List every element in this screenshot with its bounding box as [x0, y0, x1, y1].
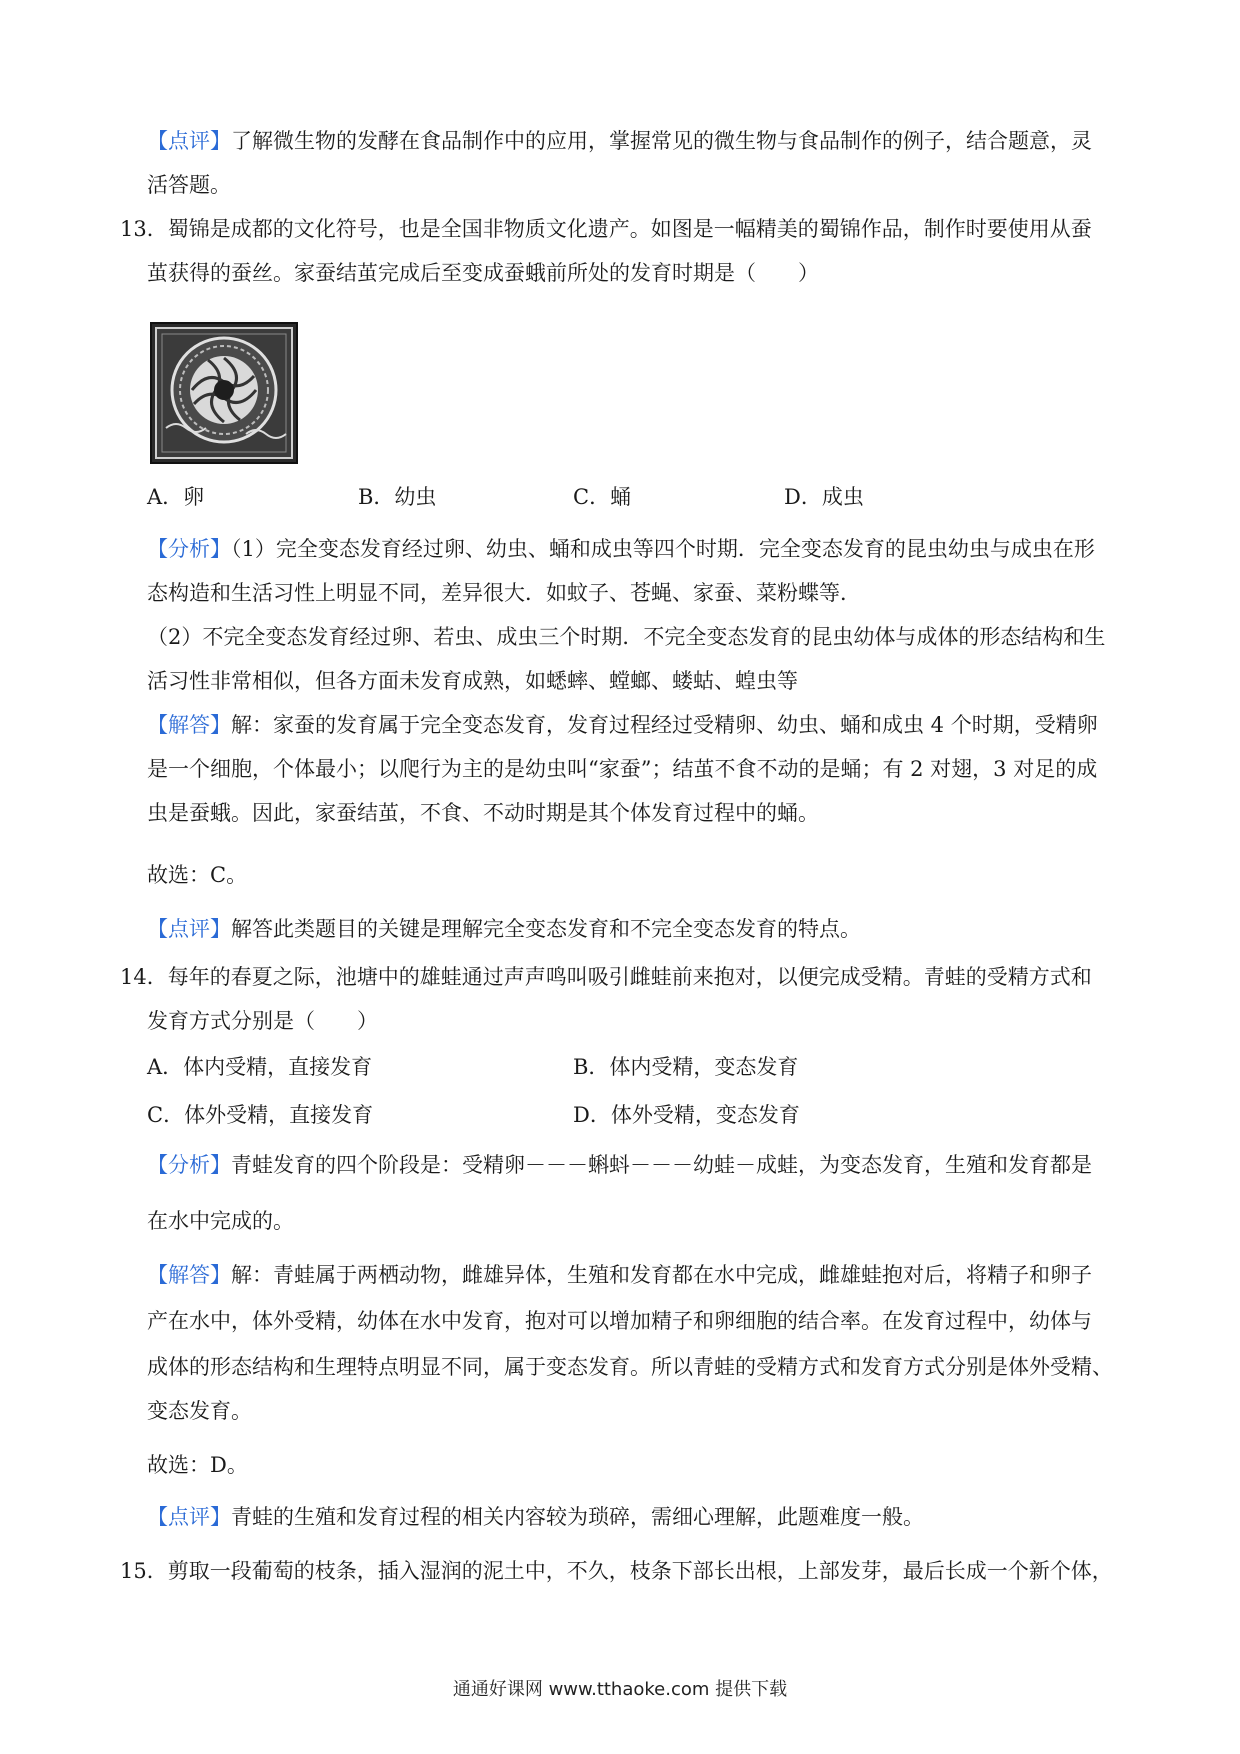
analysis-text: 青蛙发育的四个阶段是：受精卵－－－蝌蚪－－－幼蛙－成蛙，为变态发育，生殖和发育都是	[231, 1153, 1092, 1177]
q13-answer-3: 虫是蚕蛾。因此，家蚕结茧，不食、不动时期是其个体发育过程中的蛹。	[147, 801, 819, 825]
q13-comment	[147, 914, 1137, 944]
analysis-text: （1）完全变态发育经过卵、幼虫、蛹和成虫等四个时期．完全变态发育的昆虫幼虫与成虫在形	[231, 537, 1095, 561]
q14-option-b: B．体内受精，变态发育	[573, 1055, 799, 1079]
q14-choice: 故选：D。	[147, 1453, 248, 1477]
q13-option-b: B．幼虫	[358, 485, 437, 509]
comment-tag: 【点评】	[147, 1505, 231, 1529]
q13-analysis-4: 活习性非常相似，但各方面未发育成熟，如蟋蟀、螳螂、蝼蛄、蝗虫等	[147, 669, 798, 693]
comment-text: 了解微生物的发酵在食品制作中的应用，掌握常见的微生物与食品制作的例子，结合题意，灵	[231, 129, 1092, 153]
analysis-tag: 【分析】	[147, 537, 231, 561]
q13-option-d: D．成虫	[784, 485, 864, 509]
comment-line-2: 活答题。	[147, 173, 231, 197]
q13-answer-2: 是一个细胞，个体最小；以爬行为主的是幼虫叫“家蚕”；结茧不食不动的是蛹；有 2 对翅，3 对足的成	[147, 757, 1098, 781]
q13-option-a: A．卵	[147, 485, 205, 509]
q13-stem-1: 13．蜀锦是成都的文化符号，也是全国非物质文化遗产。如图是一幅精美的蜀锦作品，制作时要使用从蚕	[120, 217, 1092, 241]
page-footer: 通通好课网 www.tthaoke.com 提供下载	[452, 1679, 788, 1700]
q14-comment	[147, 1502, 1137, 1532]
q13-analysis-3: （2）不完全变态发育经过卵、若虫、成虫三个时期．不完全变态发育的昆虫幼体与成体的形态结构和生	[147, 625, 1106, 649]
q14-stem-1: 14．每年的春夏之际，池塘中的雄蛙通过声声鸣叫吸引雌蛙前来抱对，以便完成受精。青蛙的受精方式和	[120, 965, 1092, 989]
q13-answer-1	[147, 710, 1137, 740]
answer-text: 解：家蚕的发育属于完全变态发育，发育过程经过受精卵、幼虫、蛹和成虫 4 个时期，受精卵	[231, 713, 1098, 737]
comment-tag: 【点评】	[147, 129, 231, 153]
q14-option-c: C．体外受精，直接发育	[147, 1103, 374, 1127]
q14-analysis-1	[147, 1150, 1137, 1180]
comment-text: 青蛙的生殖和发育过程的相关内容较为琐碎，需细心理解，此题难度一般。	[231, 1505, 924, 1529]
q13-stem-2: 茧获得的蚕丝。家蚕结茧完成后至变成蚕蛾前所处的发育时期是（ ）	[147, 261, 819, 285]
q14-stem-2: 发育方式分别是（ ）	[147, 1009, 378, 1033]
q14-answer-4: 变态发育。	[147, 1399, 252, 1423]
q14-option-a: A．体内受精，直接发育	[147, 1055, 373, 1079]
q14-answer-3: 成体的形态结构和生理特点明显不同，属于变态发育。所以青蛙的受精方式和发育方式分别是体外受精、	[147, 1355, 1113, 1379]
q15-stem-1: 15．剪取一段葡萄的枝条，插入湿润的泥土中，不久，枝条下部长出根，上部发芽，最后长成一个新个体，	[120, 1559, 1113, 1583]
q13-option-c: C．蛹	[573, 485, 632, 509]
q13-choice: 故选：C。	[147, 863, 248, 887]
shu-brocade-image	[150, 322, 298, 464]
q14-option-d: D．体外受精，变态发育	[573, 1103, 800, 1127]
answer-tag: 【解答】	[147, 1263, 231, 1287]
analysis-tag: 【分析】	[147, 1153, 231, 1177]
comment-text: 解答此类题目的关键是理解完全变态发育和不完全变态发育的特点。	[231, 917, 861, 941]
comment-tag: 【点评】	[147, 917, 231, 941]
q13-analysis-2: 态构造和生活习性上明显不同，差异很大．如蚊子、苍蝇、家蚕、菜粉蝶等．	[147, 581, 861, 605]
brocade-pattern-icon	[152, 324, 296, 462]
q14-answer-2: 产在水中，体外受精，幼体在水中发育，抱对可以增加精子和卵细胞的结合率。在发育过程中，幼体与	[147, 1309, 1092, 1333]
q13-analysis-1	[147, 534, 1137, 564]
answer-text: 解：青蛙属于两栖动物，雌雄异体，生殖和发育都在水中完成，雌雄蛙抱对后，将精子和卵子	[231, 1263, 1092, 1287]
q14-analysis-2: 在水中完成的。	[147, 1209, 294, 1233]
comment-line	[147, 126, 1137, 156]
q14-answer-1	[147, 1260, 1137, 1290]
answer-tag: 【解答】	[147, 713, 231, 737]
